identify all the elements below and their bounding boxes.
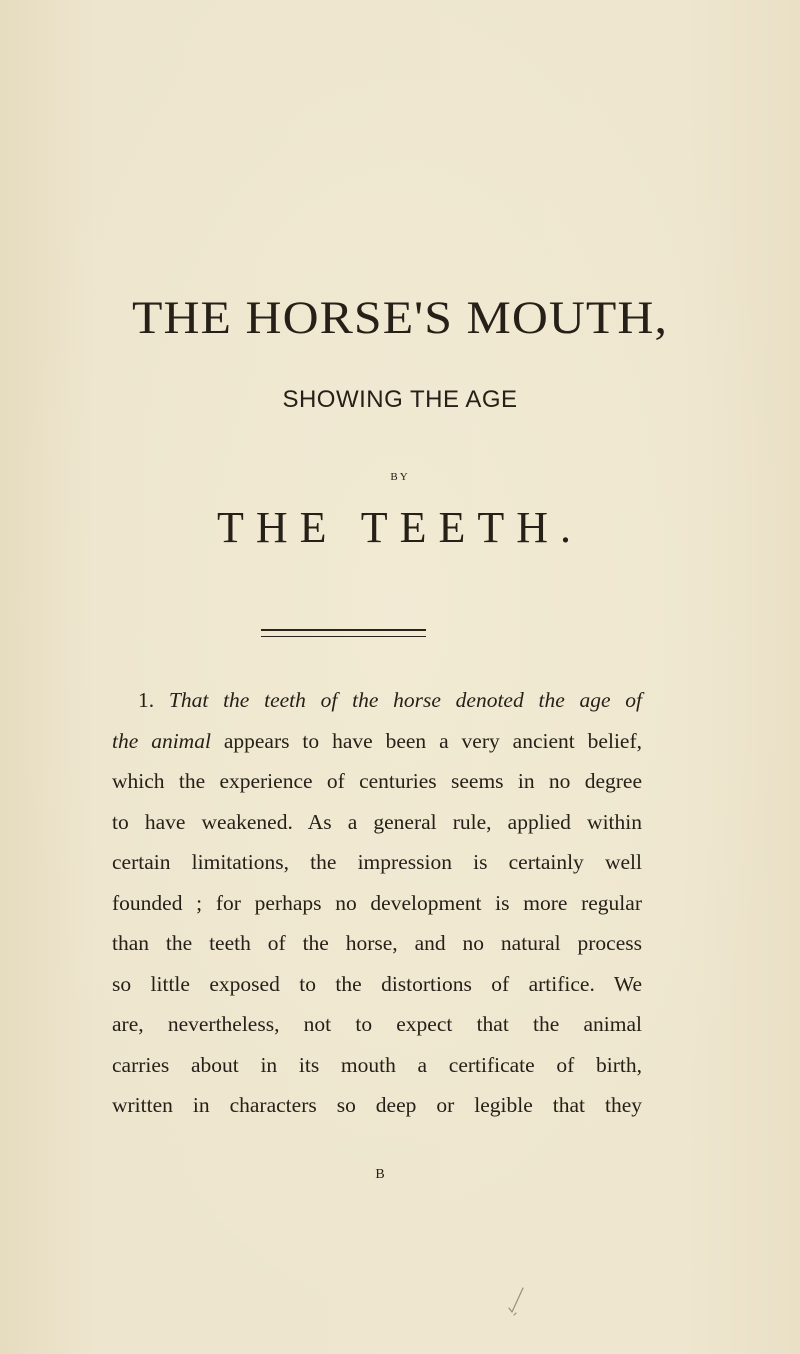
paragraph-line-6: founded ; for perhaps no development is more regular (112, 890, 642, 915)
paragraph-line-2-rest: appears to have been a very ancient belief, (210, 728, 642, 753)
secondary-title: THE TEETH. (216, 503, 584, 552)
signature-mark: B (375, 1167, 385, 1182)
title-divider-thick (261, 629, 426, 631)
main-title: THE HORSE'S MOUTH, (132, 292, 668, 344)
paragraph-line-4: to have weakened. As a general rule, applied within (112, 809, 642, 834)
paragraph-line-1 (112, 680, 642, 721)
paragraph-line-2 (112, 721, 642, 762)
italic-lead-2: the animal (112, 728, 211, 753)
paragraph-line-9: are, nevertheless, not to expect that the animal (112, 1012, 642, 1036)
italic-lead-1: That the teeth of the horse denoted the age of (168, 688, 643, 712)
paragraph-line-5: certain limitations, the impression is certainly well (112, 850, 642, 874)
paragraph-line-3: which the experience of centuries seems in no degree (112, 769, 642, 793)
paragraph-line-7: than the teeth of the horse, and no natural process (112, 931, 642, 955)
paragraph-number: 1. (138, 688, 155, 712)
by-line: BY (390, 471, 410, 483)
paragraph-line-10: carries about in its mouth a certificate of birth, (112, 1052, 642, 1077)
body-paragraph (112, 680, 642, 1126)
paragraph-line-11: written in characters so deep or legible that they (112, 1093, 642, 1117)
paragraph-line-8: so little exposed to the distortions of artifice. We (112, 971, 642, 996)
pencil-mark-icon (506, 1286, 526, 1318)
title-divider-thin (261, 636, 426, 637)
subtitle: SHOWING THE AGE (282, 386, 518, 413)
